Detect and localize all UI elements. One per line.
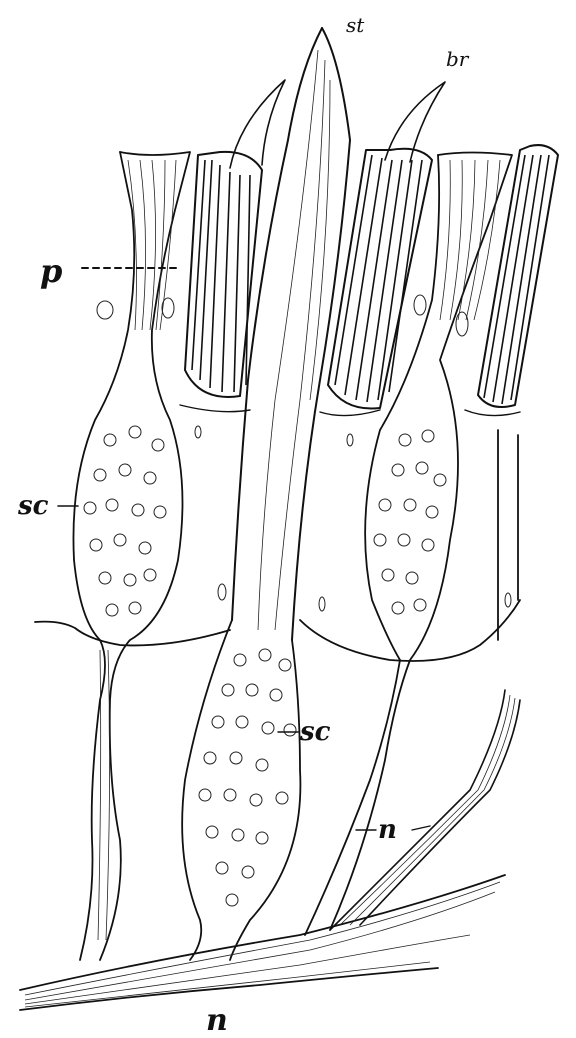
label-sc-center: sc bbox=[300, 717, 331, 747]
bristle-left bbox=[185, 80, 285, 397]
label-br: br bbox=[446, 47, 469, 71]
label-n-right: n bbox=[378, 815, 397, 845]
labels bbox=[17, 13, 470, 1038]
label-p: p bbox=[40, 252, 63, 290]
label-n-bottom: n bbox=[206, 1003, 228, 1038]
sense-cell-left bbox=[73, 152, 190, 960]
basement-line bbox=[35, 622, 230, 646]
label-st: st bbox=[346, 13, 365, 37]
bristle-middle bbox=[328, 82, 445, 409]
bristle-right bbox=[478, 145, 558, 407]
sense-cell-center bbox=[182, 620, 300, 960]
label-sc-left: sc bbox=[18, 491, 49, 521]
epidermis-block bbox=[97, 295, 520, 661]
leader-n-right-2 bbox=[412, 826, 430, 830]
